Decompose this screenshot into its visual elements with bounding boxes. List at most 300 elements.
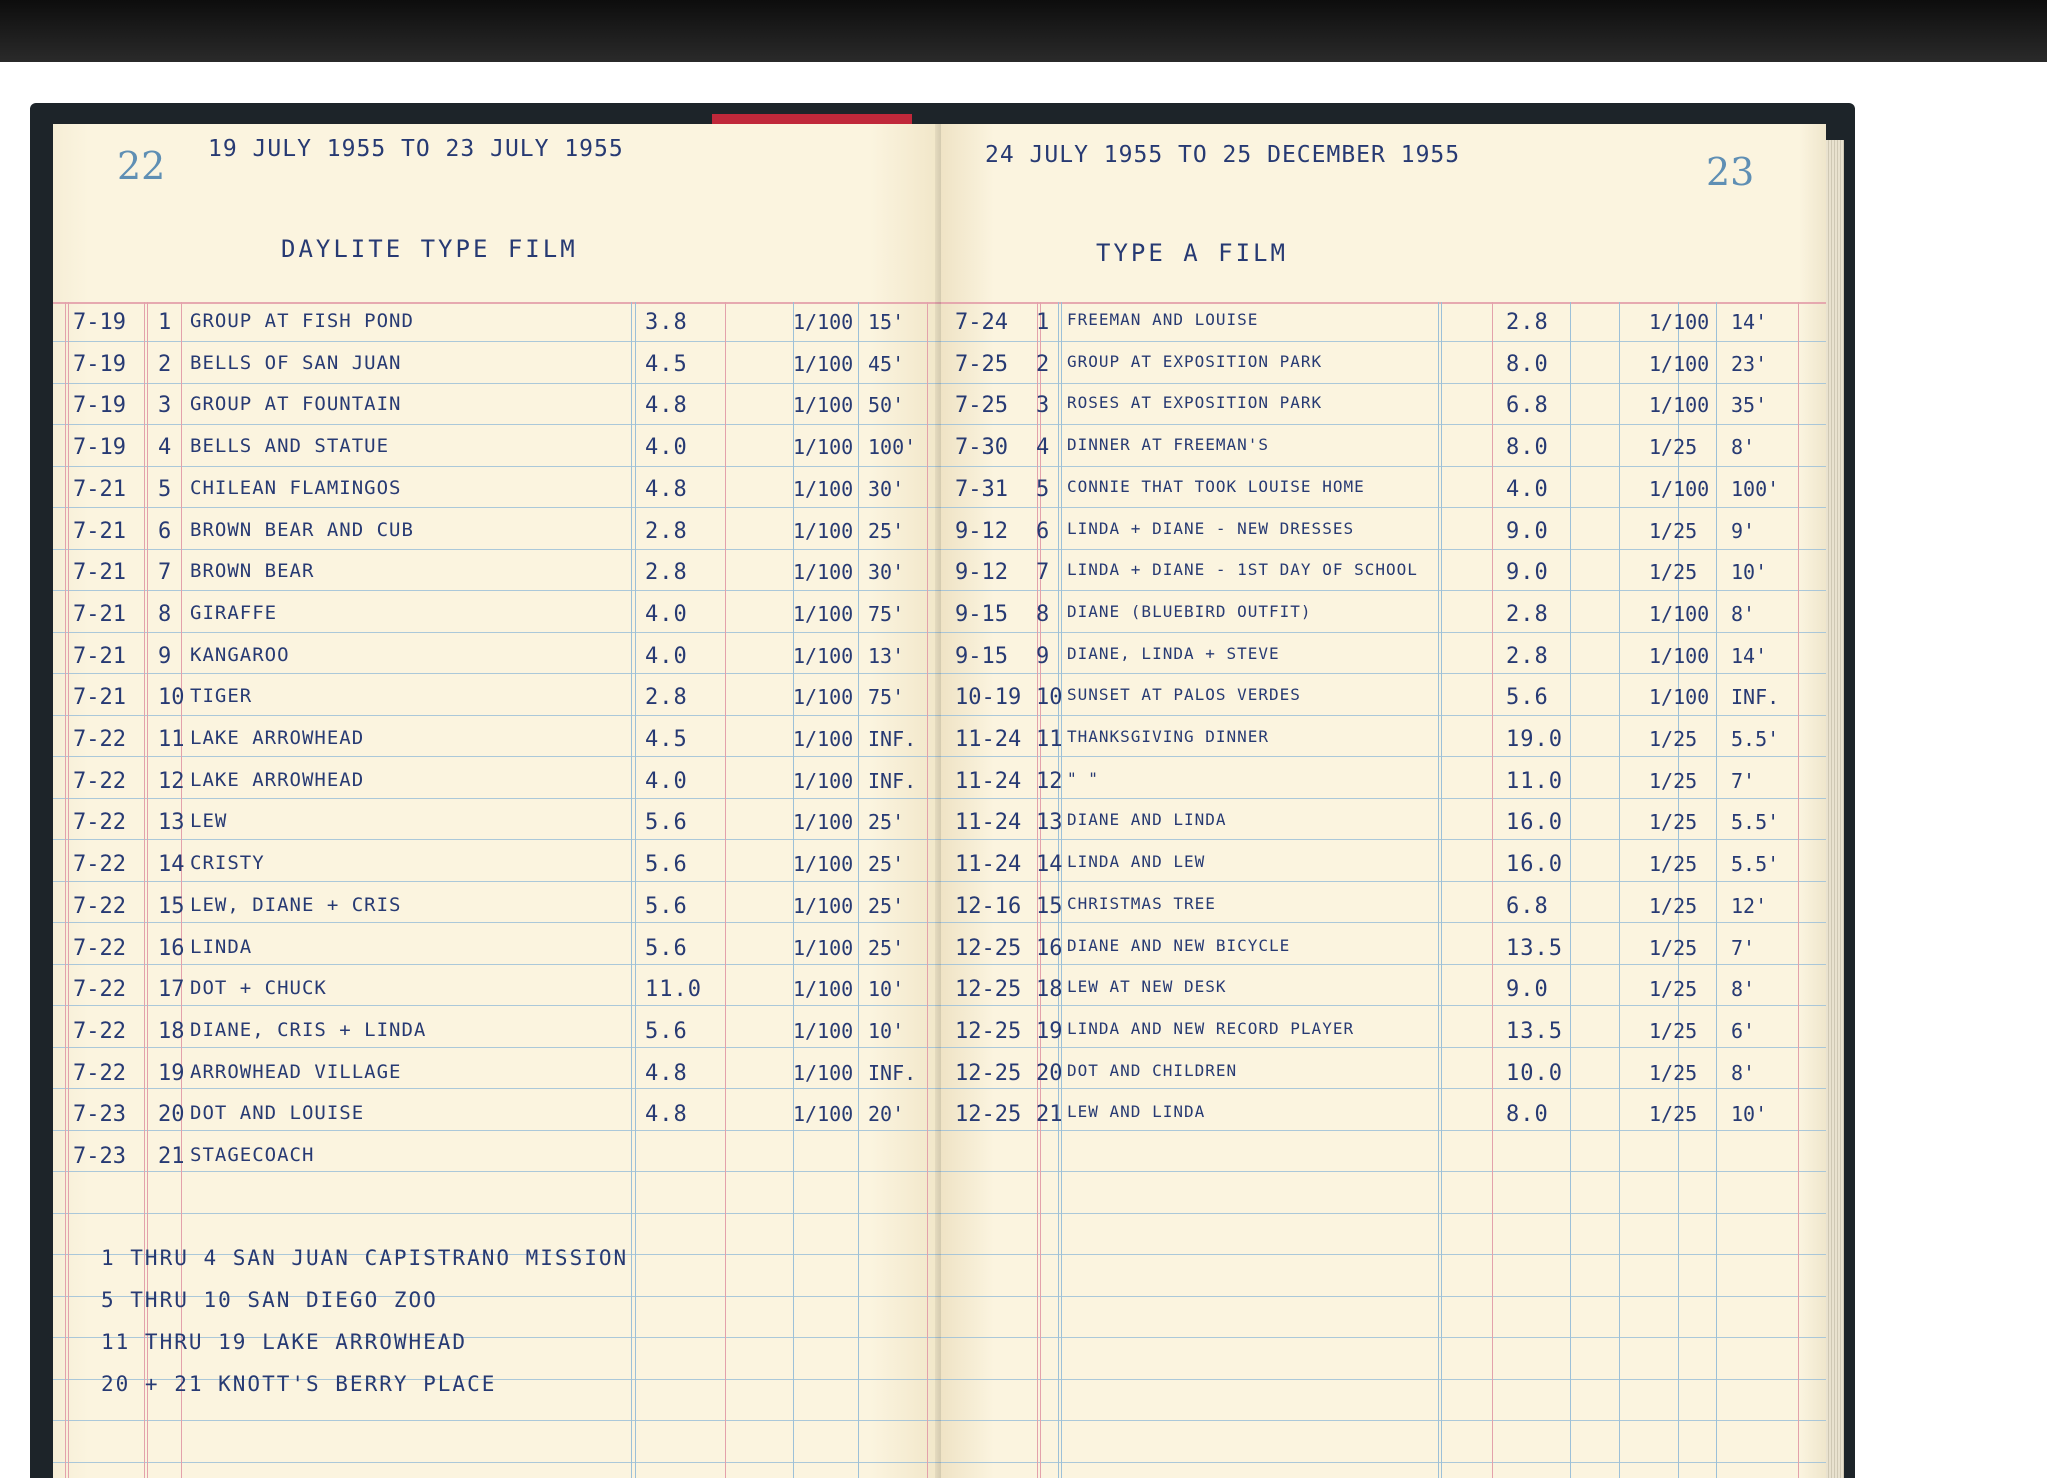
row-subject: BELLS AND STATUE xyxy=(190,435,390,458)
row-frame-number: 8 xyxy=(158,601,172,627)
ruled-line xyxy=(941,1005,1826,1006)
ruled-line xyxy=(53,1130,941,1131)
row-frame-number: 15 xyxy=(1036,893,1063,919)
row-distance: 8' xyxy=(1731,977,1756,1002)
row-distance: 23' xyxy=(1731,351,1768,376)
row-subject: CHILEAN FLAMINGOS xyxy=(190,476,402,499)
ruled-line xyxy=(941,1130,1826,1131)
row-f-stop: 9.0 xyxy=(1506,560,1549,586)
row-date: 7-22 xyxy=(73,768,126,794)
ruled-line xyxy=(941,839,1826,840)
ruled-line xyxy=(941,549,1826,550)
row-subject: CONNIE THAT TOOK LOUISE HOME xyxy=(1067,476,1365,496)
row-date: 7-22 xyxy=(73,1060,126,1086)
row-distance: 7' xyxy=(1731,935,1756,960)
row-distance: 5.5' xyxy=(1731,727,1780,751)
row-shutter-speed: 1/100 xyxy=(793,977,854,1002)
row-frame-number: 9 xyxy=(158,643,172,669)
row-subject: LINDA + DIANE - 1ST DAY OF SCHOOL xyxy=(1067,560,1418,580)
ruled-line xyxy=(941,1462,1826,1463)
row-distance: 25' xyxy=(868,852,905,877)
ruled-line xyxy=(53,1420,941,1421)
left-date-range: 19 JULY 1955 TO 23 JULY 1955 xyxy=(208,136,624,162)
row-distance: 25' xyxy=(868,893,905,918)
ruled-line xyxy=(941,424,1826,425)
row-f-stop: 8.0 xyxy=(1506,351,1549,377)
row-subject: GIRAFFE xyxy=(190,601,278,624)
row-date: 11-24 xyxy=(955,727,1022,752)
row-f-stop: 16.0 xyxy=(1506,852,1563,878)
row-distance: 14' xyxy=(1731,310,1768,334)
row-date: 10-19 xyxy=(955,685,1022,711)
row-shutter-speed: 1/25 xyxy=(1649,935,1698,960)
row-shutter-speed: 1/100 xyxy=(793,560,854,585)
ruled-line xyxy=(53,1171,941,1172)
column-rule xyxy=(1492,302,1493,1478)
ruled-line xyxy=(53,1462,941,1463)
row-f-stop: 4.0 xyxy=(645,643,688,669)
ruled-line xyxy=(941,466,1826,467)
row-distance: 100' xyxy=(868,435,917,460)
page-edges xyxy=(1826,140,1844,1478)
row-frame-number: 11 xyxy=(1036,727,1063,752)
column-rule xyxy=(635,302,636,1478)
row-distance: 75' xyxy=(868,601,905,626)
row-frame-number: 15 xyxy=(158,893,185,919)
row-frame-number: 3 xyxy=(158,393,172,419)
row-date: 7-21 xyxy=(73,643,126,669)
row-subject: LINDA AND LEW xyxy=(1067,852,1206,872)
row-distance: 25' xyxy=(868,810,905,835)
row-f-stop: 2.8 xyxy=(1506,643,1549,669)
right-date-range: 24 JULY 1955 TO 25 DECEMBER 1955 xyxy=(985,142,1461,168)
ruled-line xyxy=(53,964,941,965)
ruled-line xyxy=(53,507,941,508)
row-subject: DINNER AT FREEMAN'S xyxy=(1067,435,1270,455)
location-note: 20 + 21 KNOTT'S BERRY PLACE xyxy=(101,1372,497,1396)
row-distance: INF. xyxy=(868,1060,917,1085)
ruled-line xyxy=(53,590,941,591)
row-distance: 30' xyxy=(868,560,905,585)
row-subject: THANKSGIVING DINNER xyxy=(1067,727,1270,746)
row-date: 7-23 xyxy=(73,1102,126,1128)
row-frame-number: 19 xyxy=(158,1060,185,1086)
row-distance: 6' xyxy=(1731,1018,1756,1043)
column-rule xyxy=(927,302,928,1478)
row-shutter-speed: 1/100 xyxy=(793,1018,854,1043)
ruled-line xyxy=(941,1379,1826,1380)
row-date: 12-25 xyxy=(955,1060,1022,1086)
row-subject: DIANE AND LINDA xyxy=(1067,810,1227,830)
ruled-line xyxy=(53,1088,941,1089)
row-subject: LEW AT NEW DESK xyxy=(1067,977,1227,997)
row-date: 7-22 xyxy=(73,893,126,919)
row-shutter-speed: 1/100 xyxy=(1649,310,1710,334)
row-shutter-speed: 1/100 xyxy=(793,1102,854,1127)
row-shutter-speed: 1/100 xyxy=(793,1060,854,1085)
row-subject: DIANE, CRIS + LINDA xyxy=(190,1018,427,1041)
row-distance: 20' xyxy=(868,1102,905,1127)
row-f-stop: 4.5 xyxy=(645,727,688,752)
row-frame-number: 16 xyxy=(1036,935,1063,961)
row-shutter-speed: 1/100 xyxy=(1649,601,1710,626)
column-rule xyxy=(1438,302,1439,1478)
ruled-line xyxy=(53,549,941,550)
row-date: 7-22 xyxy=(73,935,126,961)
row-shutter-speed: 1/100 xyxy=(793,727,854,751)
ruled-line xyxy=(53,922,941,923)
row-shutter-speed: 1/25 xyxy=(1649,893,1698,918)
row-distance: INF. xyxy=(868,768,917,793)
ruled-line xyxy=(941,507,1826,508)
row-subject: DOT AND LOUISE xyxy=(190,1102,365,1125)
row-distance: 10' xyxy=(1731,1102,1768,1127)
row-distance: 5.5' xyxy=(1731,852,1780,877)
row-f-stop: 13.5 xyxy=(1506,1018,1563,1044)
row-frame-number: 7 xyxy=(158,560,172,586)
row-f-stop: 2.8 xyxy=(645,685,688,711)
row-f-stop: 2.8 xyxy=(1506,601,1549,627)
row-subject: FREEMAN AND LOUISE xyxy=(1067,310,1259,329)
row-distance: INF. xyxy=(868,727,917,751)
ruled-line xyxy=(941,632,1826,633)
row-frame-number: 12 xyxy=(158,768,185,794)
row-shutter-speed: 1/100 xyxy=(793,768,854,793)
row-shutter-speed: 1/100 xyxy=(793,685,854,710)
ruled-line xyxy=(941,673,1826,674)
row-frame-number: 8 xyxy=(1036,601,1050,627)
row-distance: 100' xyxy=(1731,476,1780,501)
row-subject: LAKE ARROWHEAD xyxy=(190,768,365,791)
column-rule xyxy=(725,302,726,1478)
row-date: 7-23 xyxy=(73,1144,126,1169)
row-frame-number: 14 xyxy=(1036,852,1063,878)
row-shutter-speed: 1/100 xyxy=(793,601,854,626)
row-shutter-speed: 1/100 xyxy=(793,893,854,918)
column-rule xyxy=(1619,302,1620,1478)
row-subject: SUNSET AT PALOS VERDES xyxy=(1067,685,1301,705)
location-note: 5 THRU 10 SAN DIEGO ZOO xyxy=(101,1288,438,1312)
row-f-stop: 6.8 xyxy=(1506,393,1549,419)
left-page xyxy=(53,124,941,1478)
ruled-line xyxy=(941,715,1826,716)
row-f-stop: 5.6 xyxy=(1506,685,1549,711)
row-distance: 8' xyxy=(1731,1060,1756,1085)
row-subject: DIANE (BLUEBIRD OUTFIT) xyxy=(1067,601,1312,621)
row-subject: CRISTY xyxy=(190,852,265,875)
ruled-line xyxy=(941,1047,1826,1048)
row-frame-number: 20 xyxy=(158,1102,185,1128)
row-shutter-speed: 1/100 xyxy=(1649,393,1710,418)
ruled-line xyxy=(941,1088,1826,1089)
row-date: 7-25 xyxy=(955,351,1008,377)
row-date: 7-24 xyxy=(955,310,1008,335)
row-shutter-speed: 1/25 xyxy=(1649,1060,1698,1085)
column-rule xyxy=(68,302,69,1478)
row-frame-number: 7 xyxy=(1036,560,1050,586)
row-date: 7-21 xyxy=(73,476,126,502)
row-shutter-speed: 1/25 xyxy=(1649,852,1698,877)
row-frame-number: 16 xyxy=(158,935,185,961)
row-shutter-speed: 1/100 xyxy=(793,310,854,334)
ruled-line xyxy=(53,632,941,633)
row-f-stop: 9.0 xyxy=(1506,977,1549,1003)
row-distance: 5.5' xyxy=(1731,810,1780,835)
scanner-top-border xyxy=(0,0,2047,62)
right-page-number: 23 xyxy=(1706,150,1755,194)
row-f-stop: 19.0 xyxy=(1506,727,1563,752)
row-frame-number: 11 xyxy=(158,727,185,752)
row-f-stop: 16.0 xyxy=(1506,810,1563,836)
location-note: 11 THRU 19 LAKE ARROWHEAD xyxy=(101,1330,468,1354)
row-f-stop: 11.0 xyxy=(1506,768,1563,794)
row-frame-number: 10 xyxy=(1036,685,1063,711)
column-rule xyxy=(1798,302,1799,1478)
row-date: 7-19 xyxy=(73,351,126,377)
row-date: 7-21 xyxy=(73,601,126,627)
row-f-stop: 2.8 xyxy=(645,518,688,544)
row-shutter-speed: 1/25 xyxy=(1649,435,1698,460)
row-distance: 8' xyxy=(1731,435,1756,460)
row-shutter-speed: 1/25 xyxy=(1649,1018,1698,1043)
row-f-stop: 9.0 xyxy=(1506,518,1549,544)
row-date: 7-19 xyxy=(73,435,126,461)
row-date: 12-25 xyxy=(955,935,1022,961)
row-date: 7-21 xyxy=(73,685,126,711)
row-date: 7-22 xyxy=(73,1018,126,1044)
row-distance: 15' xyxy=(868,310,905,334)
row-date: 7-21 xyxy=(73,560,126,586)
row-subject: BROWN BEAR AND CUB xyxy=(190,518,414,541)
row-subject: " " xyxy=(1067,768,1099,788)
row-shutter-speed: 1/100 xyxy=(1649,643,1710,668)
row-shutter-speed: 1/100 xyxy=(793,852,854,877)
row-subject: LEW xyxy=(190,810,228,833)
row-subject: DOT AND CHILDREN xyxy=(1067,1060,1238,1080)
row-frame-number: 21 xyxy=(158,1144,185,1169)
row-subject: STAGECOACH xyxy=(190,1144,315,1166)
row-f-stop: 8.0 xyxy=(1506,1102,1549,1128)
row-distance: 14' xyxy=(1731,643,1768,668)
row-date: 12-25 xyxy=(955,1018,1022,1044)
row-shutter-speed: 1/25 xyxy=(1649,768,1698,793)
row-shutter-speed: 1/25 xyxy=(1649,727,1698,751)
row-f-stop: 4.8 xyxy=(645,1060,688,1086)
row-frame-number: 13 xyxy=(158,810,185,836)
row-shutter-speed: 1/100 xyxy=(793,643,854,668)
row-f-stop: 2.8 xyxy=(1506,310,1549,335)
column-rule xyxy=(1058,302,1059,1478)
row-subject: KANGAROO xyxy=(190,643,290,666)
row-shutter-speed: 1/100 xyxy=(793,518,854,543)
row-shutter-speed: 1/25 xyxy=(1649,810,1698,835)
row-date: 7-25 xyxy=(955,393,1008,419)
ruled-line xyxy=(941,590,1826,591)
row-distance: 7' xyxy=(1731,768,1756,793)
row-distance: INF. xyxy=(1731,685,1780,710)
row-subject: GROUP AT EXPOSITION PARK xyxy=(1067,351,1323,371)
row-date: 7-19 xyxy=(73,393,126,419)
ruled-line xyxy=(53,466,941,467)
header-rule xyxy=(941,302,1826,304)
ruled-line xyxy=(53,341,941,342)
row-frame-number: 13 xyxy=(1036,810,1063,836)
column-rule xyxy=(631,302,632,1478)
row-distance: 10' xyxy=(868,977,905,1002)
row-shutter-speed: 1/25 xyxy=(1649,518,1698,543)
row-date: 7-22 xyxy=(73,727,126,752)
row-f-stop: 4.0 xyxy=(645,601,688,627)
row-subject: LEW AND LINDA xyxy=(1067,1102,1206,1122)
row-f-stop: 13.5 xyxy=(1506,935,1563,961)
row-subject: GROUP AT FISH POND xyxy=(190,310,414,332)
row-f-stop: 11.0 xyxy=(645,977,702,1003)
row-subject: LINDA + DIANE - NEW DRESSES xyxy=(1067,518,1355,538)
right-film-heading: TYPE A FILM xyxy=(1096,239,1288,267)
row-date: 11-24 xyxy=(955,852,1022,878)
row-shutter-speed: 1/100 xyxy=(793,435,854,460)
row-f-stop: 4.0 xyxy=(645,435,688,461)
row-subject: LEW, DIANE + CRIS xyxy=(190,893,402,916)
ruled-line xyxy=(53,756,941,757)
column-rule xyxy=(1716,302,1717,1478)
row-shutter-speed: 1/100 xyxy=(793,476,854,501)
row-shutter-speed: 1/100 xyxy=(793,351,854,376)
row-f-stop: 4.5 xyxy=(645,351,688,377)
ruled-line xyxy=(53,839,941,840)
ruled-line xyxy=(941,1254,1826,1255)
row-distance: 10' xyxy=(868,1018,905,1043)
row-subject: GROUP AT FOUNTAIN xyxy=(190,393,402,416)
row-f-stop: 4.0 xyxy=(645,768,688,794)
row-date: 12-25 xyxy=(955,977,1022,1003)
ruled-line xyxy=(53,881,941,882)
row-frame-number: 9 xyxy=(1036,643,1050,669)
row-frame-number: 2 xyxy=(1036,351,1050,377)
row-distance: 35' xyxy=(1731,393,1768,418)
row-subject: ROSES AT EXPOSITION PARK xyxy=(1067,393,1323,413)
row-subject: BELLS OF SAN JUAN xyxy=(190,351,402,374)
row-date: 11-24 xyxy=(955,768,1022,794)
location-note: 1 THRU 4 SAN JUAN CAPISTRANO MISSION xyxy=(101,1246,629,1270)
ruled-line xyxy=(53,383,941,384)
left-film-heading: DAYLITE TYPE FILM xyxy=(281,235,578,263)
row-frame-number: 1 xyxy=(1036,310,1050,335)
row-date: 7-21 xyxy=(73,518,126,544)
left-page-number: 22 xyxy=(117,144,166,188)
row-date: 7-22 xyxy=(73,852,126,878)
row-f-stop: 5.6 xyxy=(645,1018,688,1044)
row-date: 7-22 xyxy=(73,810,126,836)
row-subject: DIANE, LINDA + STEVE xyxy=(1067,643,1280,663)
row-shutter-speed: 1/100 xyxy=(793,935,854,960)
row-f-stop: 4.8 xyxy=(645,476,688,502)
ruled-line xyxy=(53,1047,941,1048)
row-f-stop: 5.6 xyxy=(645,810,688,836)
row-distance: 9' xyxy=(1731,518,1756,543)
row-frame-number: 5 xyxy=(1036,476,1050,502)
row-shutter-speed: 1/100 xyxy=(793,393,854,418)
row-subject: LINDA xyxy=(190,935,253,958)
ruled-line xyxy=(941,756,1826,757)
ruled-line xyxy=(941,1337,1826,1338)
row-date: 9-12 xyxy=(955,560,1008,586)
ruled-line xyxy=(941,1420,1826,1421)
row-distance: 25' xyxy=(868,518,905,543)
row-date: 7-22 xyxy=(73,977,126,1003)
row-date: 9-15 xyxy=(955,601,1008,627)
row-frame-number: 1 xyxy=(158,310,172,335)
row-f-stop: 5.6 xyxy=(645,893,688,919)
row-distance: 45' xyxy=(868,351,905,376)
row-f-stop: 2.8 xyxy=(645,560,688,586)
row-f-stop: 3.8 xyxy=(645,310,688,335)
ruled-line xyxy=(941,383,1826,384)
ruled-line xyxy=(53,1213,941,1214)
ruled-line xyxy=(941,1296,1826,1297)
ruled-line xyxy=(941,1213,1826,1214)
row-subject: CHRISTMAS TREE xyxy=(1067,893,1216,913)
column-rule xyxy=(1570,302,1571,1478)
row-distance: 50' xyxy=(868,393,905,418)
row-shutter-speed: 1/100 xyxy=(1649,351,1710,376)
right-page xyxy=(941,124,1826,1478)
row-distance: 30' xyxy=(868,476,905,501)
row-distance: 10' xyxy=(1731,560,1768,585)
ruled-line xyxy=(53,424,941,425)
row-distance: 13' xyxy=(868,643,905,668)
ruled-line xyxy=(941,1171,1826,1172)
row-shutter-speed: 1/25 xyxy=(1649,1102,1698,1127)
row-shutter-speed: 1/100 xyxy=(793,810,854,835)
column-rule xyxy=(858,302,859,1478)
row-frame-number: 20 xyxy=(1036,1060,1063,1086)
row-date: 9-15 xyxy=(955,643,1008,669)
row-shutter-speed: 1/25 xyxy=(1649,977,1698,1002)
row-subject: LINDA AND NEW RECORD PLAYER xyxy=(1067,1018,1355,1038)
row-date: 11-24 xyxy=(955,810,1022,836)
row-frame-number: 19 xyxy=(1036,1018,1063,1044)
row-f-stop: 6.8 xyxy=(1506,893,1549,919)
ruled-line xyxy=(941,881,1826,882)
row-frame-number: 18 xyxy=(158,1018,185,1044)
row-date: 7-19 xyxy=(73,310,126,335)
row-subject: LAKE ARROWHEAD xyxy=(190,727,365,749)
row-frame-number: 10 xyxy=(158,685,185,711)
row-subject: ARROWHEAD VILLAGE xyxy=(190,1060,402,1083)
row-frame-number: 4 xyxy=(158,435,172,461)
row-shutter-speed: 1/25 xyxy=(1649,560,1698,585)
row-date: 12-25 xyxy=(955,1102,1022,1128)
row-date: 12-16 xyxy=(955,893,1022,919)
ruled-line xyxy=(53,715,941,716)
ruled-line xyxy=(941,964,1826,965)
column-rule xyxy=(1061,302,1062,1478)
row-distance: 25' xyxy=(868,935,905,960)
row-date: 7-31 xyxy=(955,476,1008,502)
row-distance: 8' xyxy=(1731,601,1756,626)
row-f-stop: 8.0 xyxy=(1506,435,1549,461)
row-frame-number: 21 xyxy=(1036,1102,1063,1128)
column-rule xyxy=(65,302,66,1478)
row-subject: TIGER xyxy=(190,685,253,708)
ruled-line xyxy=(53,673,941,674)
ruled-line xyxy=(53,1005,941,1006)
row-subject: DIANE AND NEW BICYCLE xyxy=(1067,935,1291,955)
row-f-stop: 5.6 xyxy=(645,852,688,878)
row-shutter-speed: 1/100 xyxy=(1649,685,1710,710)
row-f-stop: 10.0 xyxy=(1506,1060,1563,1086)
